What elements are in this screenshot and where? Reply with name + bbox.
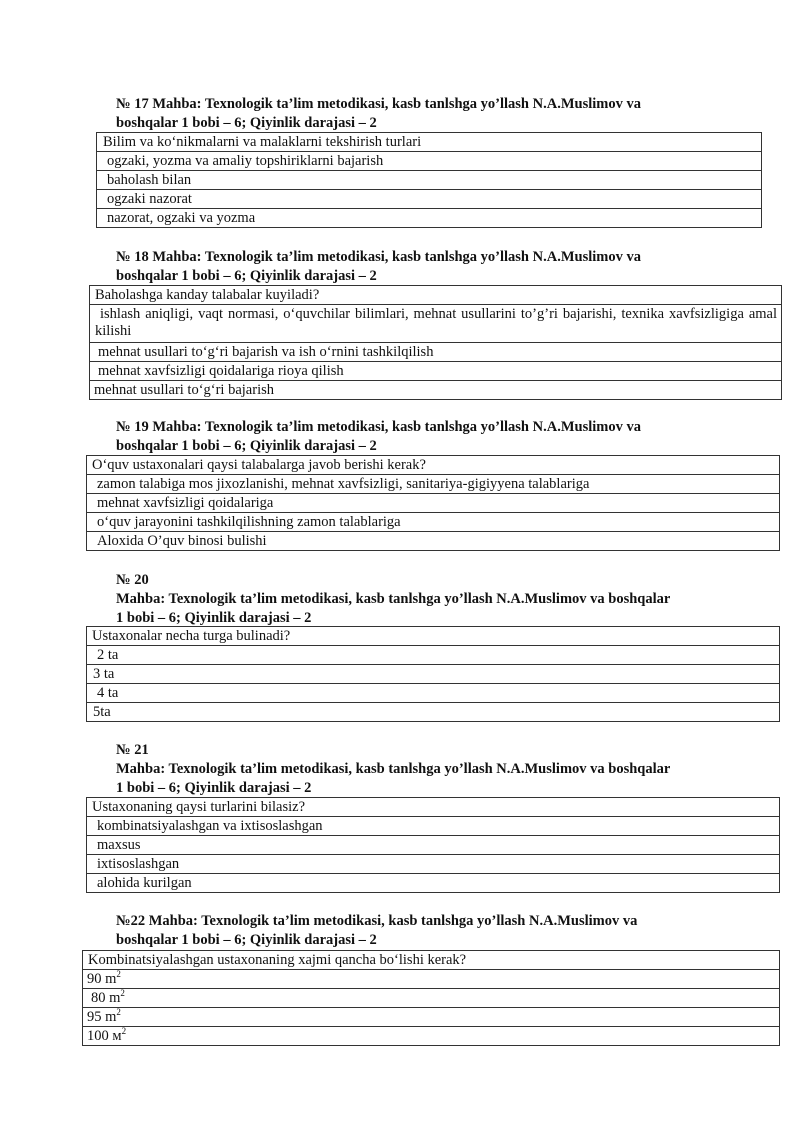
heading-line: boshqalar 1 bobi – 6; Qiyinlik darajasi – 2 [116,438,377,454]
question-19-table [86,455,780,551]
unit-exponent: 2 [121,1026,127,1037]
answer-option-value: 90 m [87,971,117,987]
answer-option: ogzaki nazorat [97,190,762,209]
question-19-heading [116,418,742,456]
heading-line: № 20 [116,572,149,588]
answer-option: 5ta [87,703,780,722]
unit-exponent: 2 [120,988,125,999]
heading-line: № 21 [116,742,149,758]
question-text: Bilim va ko‘nikmalarni va malaklarni tekshirish turlari [97,133,762,152]
answer-option: 2 ta [87,646,780,665]
answer-option [83,970,780,989]
answer-option [83,1008,780,1027]
unit-exponent: 2 [116,969,121,980]
answer-option: mehnat usullari to‘g‘ri bajarish va ish o‘rnini tashkilqilish [90,343,782,362]
heading-line: № 19 Mahba: Texnologik ta’lim metodikasi, kasb tanlshga yo’llash N.A.Muslimov va [116,419,641,435]
question-17-table [96,132,762,228]
heading-line: boshqalar 1 bobi – 6; Qiyinlik darajasi – 2 [116,268,377,284]
answer-option: 4 ta [87,684,780,703]
question-text: Ustaxonaning qaysi turlarini bilasiz? [87,798,780,817]
question-22-heading [116,912,742,950]
question-text: O‘quv ustaxonalari qaysi talabalarga javob berishi kerak? [87,456,780,475]
answer-option: mehnat usullari to‘g‘ri bajarish [90,381,782,400]
question-20-heading [116,571,742,628]
answer-option: ixtisoslashgan [87,855,780,874]
heading-line: boshqalar 1 bobi – 6; Qiyinlik darajasi – 2 [116,115,377,131]
heading-line: boshqalar 1 bobi – 6; Qiyinlik darajasi – 2 [116,932,377,948]
heading-line: 1 bobi – 6; Qiyinlik darajasi – 2 [116,610,312,626]
answer-option: mehnat xavfsizligi qoidalariga [87,494,780,513]
answer-option: 3 ta [87,665,780,684]
unit-exponent: 2 [116,1007,121,1018]
question-22-table [82,950,780,1046]
answer-option-value: 95 m [87,1009,117,1025]
answer-option [83,989,780,1008]
answer-option: mehnat xavfsizligi qoidalariga rioya qilish [90,362,782,381]
question-text: Kombinatsiyalashgan ustaxonaning xajmi qancha bo‘lishi kerak? [83,951,780,970]
heading-line: № 17 Mahba: Texnologik ta’lim metodikasi, kasb tanlshga yo’llash N.A.Muslimov va [116,96,641,112]
question-21-heading [116,741,742,798]
heading-line: № 18 Mahba: Texnologik ta’lim metodikasi, kasb tanlshga yo’llash N.A.Muslimov va [116,249,641,265]
question-18-heading [116,248,742,286]
question-text: Ustaxonalar necha turga bulinadi? [87,627,780,646]
answer-option: ogzaki, yozma va amaliy topshiriklarni bajarish [97,152,762,171]
answer-option: kombinatsiyalashgan va ixtisoslashgan [87,817,780,836]
answer-option: nazorat, ogzaki va yozma [97,209,762,228]
answer-option: baholash bilan [97,171,762,190]
answer-option: ishlash aniqligi, vaqt normasi, o‘quvchilar bilimlari, mehnat usullarini to’g’ri bajarishi, texnika xavfsizligiga amal kilishi [90,305,782,343]
heading-line: №22 Mahba: Texnologik ta’lim metodikasi, kasb tanlshga yo’llash N.A.Muslimov va [116,913,638,929]
answer-option-value: 100 м [87,1028,122,1044]
question-18-table [89,285,782,400]
answer-option: zamon talabiga mos jixozlanishi, mehnat xavfsizligi, sanitariya-gigiyyena talablariga [87,475,780,494]
answer-option: o‘quv jarayonini tashkilqilishning zamon talablariga [87,513,780,532]
question-20-table [86,626,780,722]
answer-option: Aloxida O’quv binosi bulishi [87,532,780,551]
question-21-table [86,797,780,893]
question-17-heading [116,95,742,133]
heading-line: 1 bobi – 6; Qiyinlik darajasi – 2 [116,780,312,796]
answer-option: alohida kurilgan [87,874,780,893]
answer-option [83,1027,780,1046]
heading-line: Mahba: Texnologik ta’lim metodikasi, kasb tanlshga yo’llash N.A.Muslimov va boshqalar [116,761,671,777]
question-text: Baholashga kanday talabalar kuyiladi? [90,286,782,305]
answer-option-value: 80 m [91,990,121,1006]
answer-option: maxsus [87,836,780,855]
heading-line: Mahba: Texnologik ta’lim metodikasi, kasb tanlshga yo’llash N.A.Muslimov va boshqalar [116,591,671,607]
